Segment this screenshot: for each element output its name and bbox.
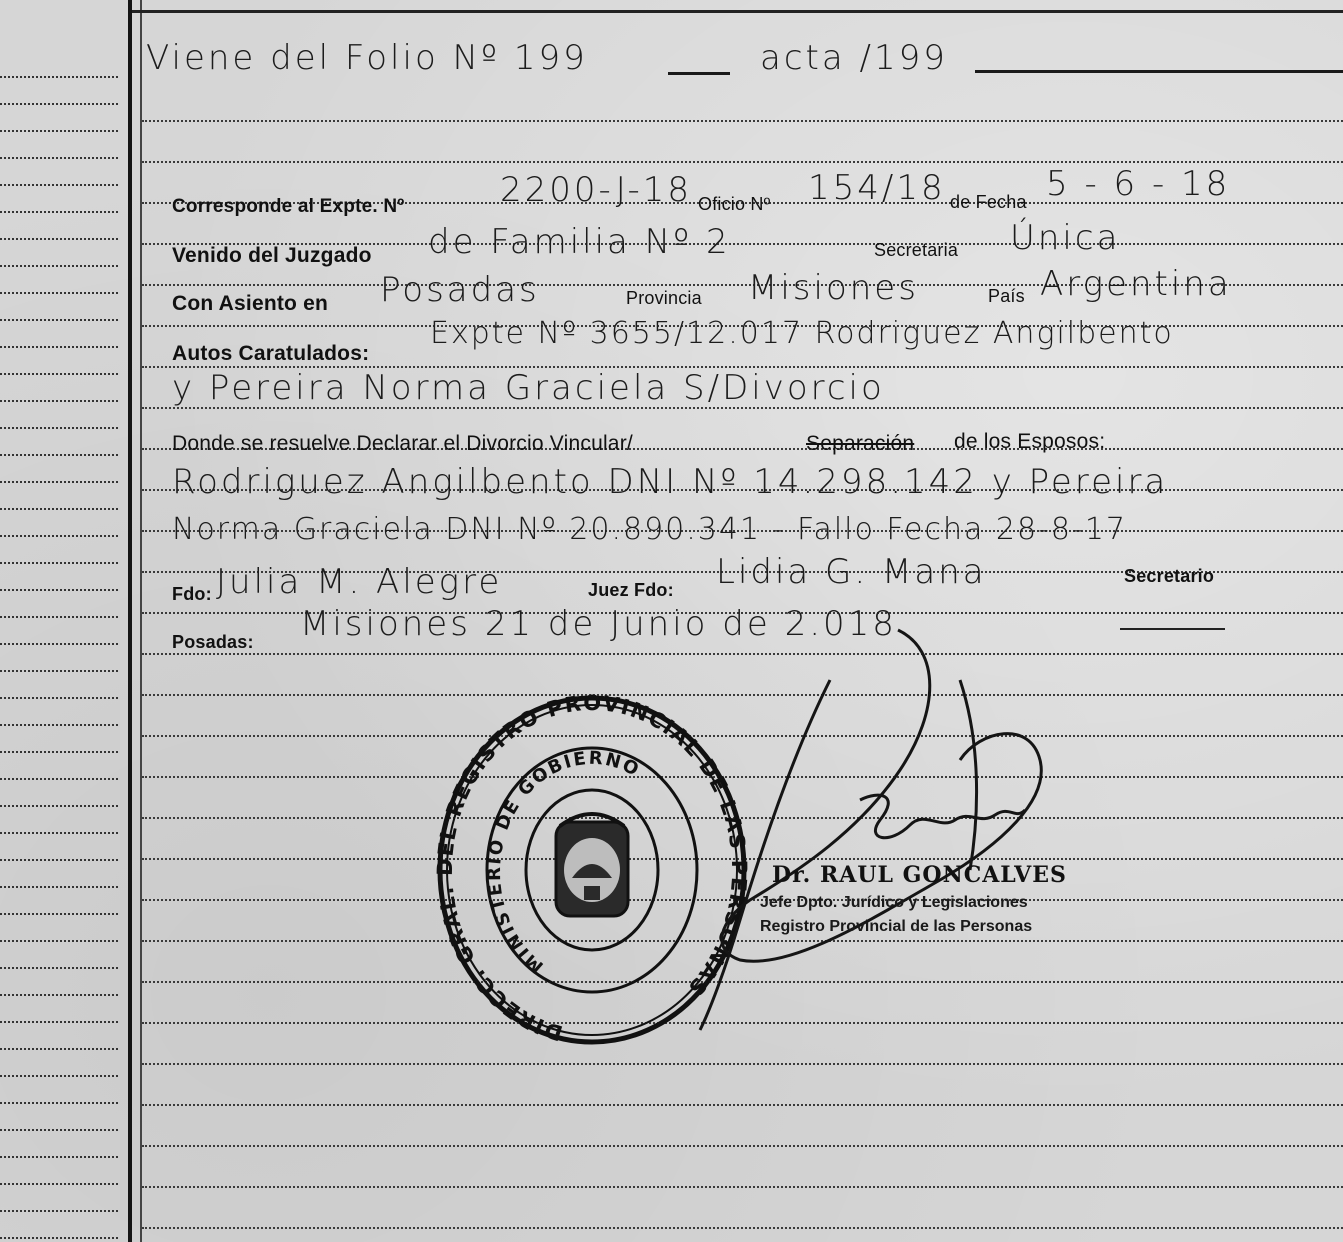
secretaria-value: Única bbox=[1010, 218, 1121, 258]
margin-dotted-line bbox=[0, 373, 118, 375]
venido-label: Venido del Juzgado bbox=[172, 244, 372, 267]
margin-dotted-line bbox=[0, 1129, 118, 1131]
margin-dotted-line bbox=[0, 508, 118, 510]
margin-dotted-line bbox=[0, 751, 118, 753]
folio-reference: Viene del Folio Nº 199 bbox=[146, 38, 588, 78]
autos-label: Autos Caratulados: bbox=[172, 342, 370, 365]
signer-name: Dr. RAUL GONCALVES bbox=[772, 862, 1067, 888]
asiento-label: Con Asiento en bbox=[172, 292, 329, 315]
margin-rule bbox=[128, 0, 132, 1242]
margin-dotted-line bbox=[0, 859, 118, 861]
margin-dotted-line bbox=[0, 1183, 118, 1185]
margin-dotted-line bbox=[0, 346, 118, 348]
margin-dotted-line bbox=[0, 1102, 118, 1104]
ruled-line bbox=[142, 1227, 1343, 1229]
signature-block bbox=[760, 862, 1090, 936]
margin-dotted-line bbox=[0, 670, 118, 672]
provincia-value: Misiones bbox=[748, 268, 919, 308]
acta-underline bbox=[975, 70, 1343, 73]
ruled-line bbox=[142, 1145, 1343, 1147]
margin-dotted-line bbox=[0, 184, 118, 186]
ruled-line bbox=[142, 1104, 1343, 1106]
fecha-value: 5 - 6 - 18 bbox=[1046, 164, 1231, 204]
margin-dotted-line bbox=[0, 643, 118, 645]
folio-underline bbox=[668, 72, 730, 75]
top-rule bbox=[132, 10, 1343, 13]
margin-dotted-line bbox=[0, 130, 118, 132]
oficio-label: Oficio Nº bbox=[698, 194, 771, 214]
margin-dotted-line bbox=[0, 886, 118, 888]
margin-dotted-line bbox=[0, 103, 118, 105]
secretario-label: Secretario bbox=[1124, 566, 1215, 586]
pais-label: País bbox=[988, 286, 1025, 306]
coat-of-arms-icon bbox=[556, 814, 628, 916]
margin-dotted-line bbox=[0, 805, 118, 807]
esposos-line1: Rodriguez Angilbento DNI Nº 14.298.142 y Pereira bbox=[172, 462, 1169, 502]
corresponde-label: Corresponde al Expte. Nº bbox=[172, 196, 405, 217]
margin-dotted-line bbox=[0, 940, 118, 942]
pais-value: Argentina bbox=[1040, 264, 1232, 304]
margin-dotted-line bbox=[0, 616, 118, 618]
signer-title: Jefe Dpto. Jurídico y Legislaciones bbox=[760, 894, 1028, 911]
margin-dotted-line bbox=[0, 76, 118, 78]
margin-dotted-line bbox=[0, 832, 118, 834]
seal-outer-text: DIRECC. GRAL. DEL REGISTRO PROVINCIAL DE LAS PERSONAS bbox=[432, 690, 752, 1046]
fdo-label: Fdo: bbox=[172, 584, 212, 604]
fecha-label: de Fecha bbox=[950, 192, 1027, 212]
ruled-line bbox=[142, 1063, 1343, 1065]
margin-dotted-line bbox=[0, 1075, 118, 1077]
margin-dotted-line bbox=[0, 427, 118, 429]
acta-reference: acta /199 bbox=[760, 38, 948, 78]
margin-dotted-line bbox=[0, 778, 118, 780]
margin-dotted-line bbox=[0, 562, 118, 564]
margin-dotted-line bbox=[0, 211, 118, 213]
juez-value: Julia M. Alegre bbox=[216, 562, 503, 602]
separacion-label: Separación bbox=[806, 432, 915, 455]
margin-dotted-line bbox=[0, 1210, 118, 1212]
oficio-value: 154/18 bbox=[808, 168, 946, 208]
inner-margin-rule bbox=[140, 0, 142, 1242]
seal-inner-text: MINISTERIO DE GOBIERNO bbox=[483, 747, 644, 978]
autos-value-line1: Expte Nº 3655/12.017 Rodriguez Angilbento bbox=[430, 316, 1174, 351]
margin-dotted-line bbox=[0, 535, 118, 537]
esposos-line2: Norma Graciela DNI Nº 20.890.341 - Fallo Fecha 28-8-17 bbox=[172, 512, 1127, 547]
margin-dotted-line bbox=[0, 967, 118, 969]
ruled-line bbox=[142, 120, 1343, 122]
margin-dotted-line bbox=[0, 994, 118, 996]
margin-dotted-line bbox=[0, 1156, 118, 1158]
margin-dotted-line bbox=[0, 400, 118, 402]
margin-dotted-line bbox=[0, 481, 118, 483]
posadas-label: Posadas: bbox=[172, 632, 254, 652]
margin-dotted-line bbox=[0, 292, 118, 294]
ruled-line bbox=[142, 161, 1343, 163]
margin-dotted-line bbox=[0, 454, 118, 456]
margin-dotted-line bbox=[0, 1021, 118, 1023]
margin-dotted-line bbox=[0, 1237, 118, 1239]
asiento-value: Posadas bbox=[380, 270, 540, 310]
juzgado-value: de Familia Nº 2 bbox=[428, 222, 731, 262]
posadas-underline bbox=[1120, 628, 1225, 630]
ruled-line bbox=[142, 1186, 1343, 1188]
expte-value: 2200-J-18 bbox=[500, 170, 693, 210]
margin-dotted-line bbox=[0, 265, 118, 267]
margin-dotted-line bbox=[0, 589, 118, 591]
posadas-value: Misiones 21 de Junio de 2.018 bbox=[300, 604, 897, 644]
margin-dotted-line bbox=[0, 913, 118, 915]
secretaria-label: Secretaria bbox=[874, 240, 959, 260]
margin-dotted-line bbox=[0, 724, 118, 726]
margin-dotted-line bbox=[0, 238, 118, 240]
margin-dotted-line bbox=[0, 157, 118, 159]
handwritten-signature bbox=[680, 620, 1080, 1040]
provincia-label: Provincia bbox=[626, 288, 702, 308]
donde-label: Donde se resuelve Declarar el Divorcio Vincular/ bbox=[172, 432, 633, 455]
margin-dotted-line bbox=[0, 1048, 118, 1050]
left-margin bbox=[0, 0, 130, 1242]
margin-dotted-line bbox=[0, 319, 118, 321]
autos-value-line2: y Pereira Norma Graciela S/Divorcio bbox=[172, 368, 885, 408]
secretario-value: Lidia G. Mana bbox=[716, 552, 987, 592]
juez-label: Juez Fdo: bbox=[588, 580, 674, 600]
margin-dotted-line bbox=[0, 697, 118, 699]
signer-office: Registro Provincial de las Personas bbox=[760, 918, 1033, 935]
esposos-label: de los Esposos: bbox=[954, 430, 1106, 453]
